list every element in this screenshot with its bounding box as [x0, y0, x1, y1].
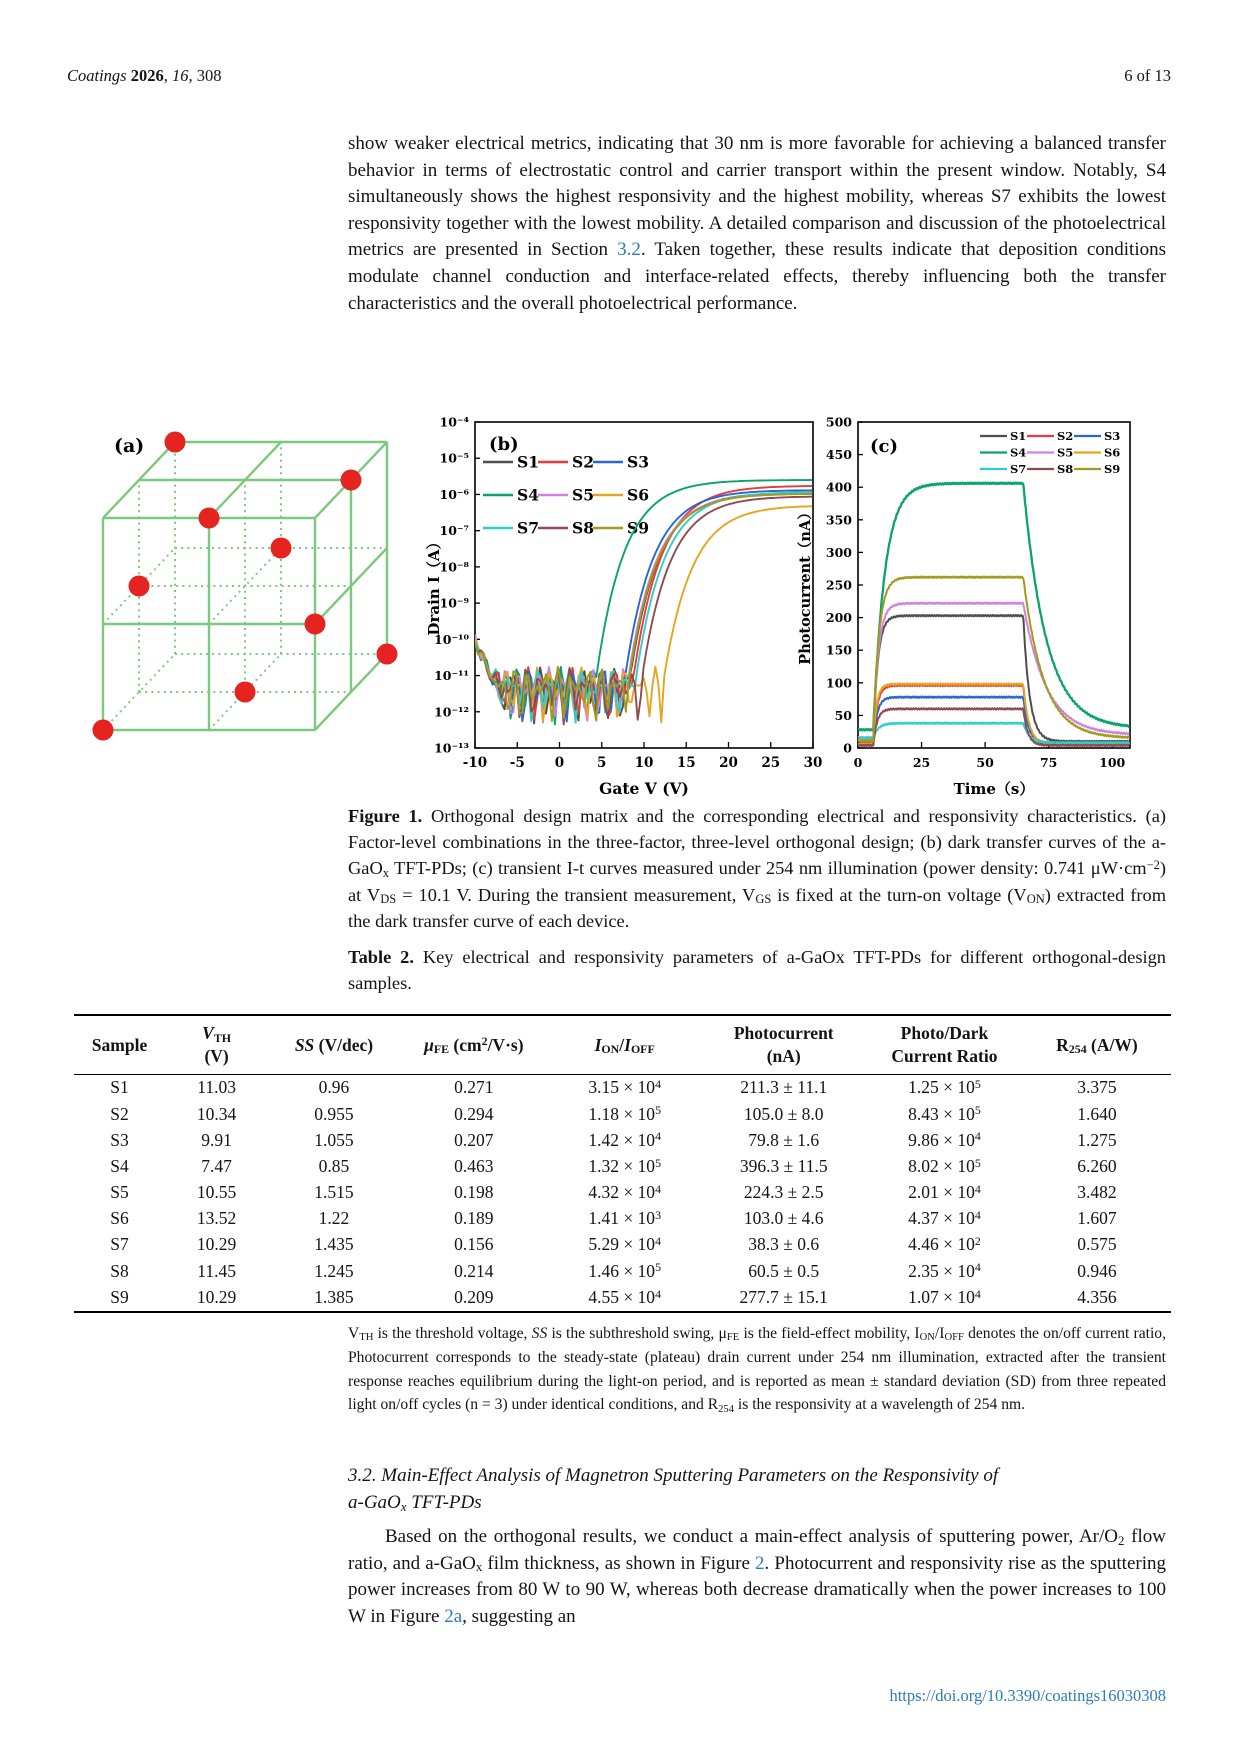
column-header: $R_{254}$ (A/W): [1056, 1034, 1138, 1057]
table-row: [74, 1206, 1171, 1232]
table-cell: $8.02 \times 10^5$: [908, 1155, 981, 1176]
table-row: [74, 1232, 1171, 1258]
table-cell: 0.575: [1077, 1234, 1117, 1255]
table-cell: $8.43 \times 10^5$: [908, 1103, 981, 1124]
svg-text:S6: S6: [1104, 445, 1121, 460]
table-cell: $4.46 \times 10^2$: [908, 1234, 981, 1255]
table-cell: 0.198: [454, 1182, 494, 1203]
svg-text:5: 5: [597, 755, 607, 771]
svg-text:30: 30: [803, 755, 823, 771]
table-cell: S5: [110, 1182, 129, 1203]
table-2-footnote: $V_{TH}$ is the threshold voltage, SS is the subthreshold swing, $\mu_{FE}$ is the field-effect mobility, $I_{ON}/I_{OFF}$ denotes the on/off current ratio, Photocurrent corresponds to the steady-state (plateau) drain current under 254 nm illumination, extracted after the transient response reaches equilibrium during the light-on period, and is reported as mean ± standard deviation (SD) from three repeated light on/off cycles (n = 3) under identical conditions, and $R_{254}$ is the responsivity at a wavelength of 254 nm.: [348, 1325, 1166, 1415]
body-paragraph-1: show weaker electrical metrics, indicating that 30 nm is more favorable for achieving a balanced transfer behavior in terms of electrostatic control and carrier transport within the present window. Notably, S4 simultaneously shows the highest responsivity and the highest mobility, whereas S7 exhibits the lowest responsivity together with the lowest mobility. A detailed comparison and discussion of the photoelectrical metrics are presented in Section 3.2. Taken together, these results indicate that deposition conditions modulate channel conduction and interface-related effects, thereby influencing both the transfer characteristics and the overall photoelectrical performance.: [348, 133, 1166, 314]
section-3-2-heading: 3.2. Main-Effect Analysis of Magnetron Sputtering Parameters on the Responsivity of a-GaO$_x$ TFT-PDs: [348, 1465, 999, 1514]
table-cell: 0.214: [454, 1260, 494, 1281]
table-cell: 1.22: [318, 1208, 350, 1229]
body-paragraph-2: Based on the orthogonal results, we conduct a main-effect analysis of sputtering power, $Ar/O_2$ flow ratio, and a-GaO$_x$ film thickness, as shown in Figure 2. Photocurrent and responsivity rise as the sputtering power increases from 80 W to 90 W, whereas both decrease dramatically when the power increases to 100 W in Figure 2a, suggesting an: [348, 1526, 1167, 1627]
column-header: $\mu_{FE}$ $(cm^2/V\cdot s)$: [424, 1034, 524, 1057]
table-cell: S3: [110, 1129, 129, 1150]
svg-text:S6: S6: [627, 485, 649, 505]
table-cell: 3.482: [1077, 1182, 1117, 1203]
svg-text:100: 100: [1099, 755, 1126, 770]
table-cell: $2.01 \times 10^4$: [908, 1181, 981, 1203]
figure-1c-transient-chart: [790, 412, 1135, 812]
curve-S5: [858, 603, 1130, 741]
curve-S4: [858, 483, 1130, 731]
svg-text:-5: -5: [509, 755, 525, 771]
column-header: $V_{TH}$ (V): [202, 1023, 232, 1066]
table-row: [74, 1285, 1171, 1312]
table-header-row: [74, 1015, 1171, 1075]
table-cell: $1.25 \times 10^5$: [908, 1077, 981, 1098]
table-cell: 0.294: [454, 1103, 494, 1124]
table-cell: $1.07 \times 10^4$: [908, 1286, 981, 1307]
table-cell: $5.29 \times 10^4$: [588, 1234, 662, 1255]
table-cell: 0.946: [1077, 1260, 1117, 1281]
table-cell: 10.29: [196, 1234, 237, 1255]
column-header: SS (V/dec): [294, 1034, 374, 1055]
table-cell: 103.0 ± 4.6: [743, 1208, 824, 1229]
svg-text:75: 75: [1039, 755, 1058, 770]
table-cell: 9.91: [201, 1129, 232, 1150]
svg-text:10⁻¹¹: 10⁻¹¹: [434, 668, 469, 684]
x-axis-label: Gate V (V): [599, 779, 689, 798]
svg-text:20: 20: [719, 755, 738, 771]
table-cell: 1.385: [314, 1286, 354, 1307]
svg-text:10: 10: [634, 755, 654, 771]
table-row: [74, 1180, 1171, 1206]
table-cell: S1: [110, 1077, 129, 1098]
svg-text:25: 25: [912, 755, 931, 770]
svg-text:S4: S4: [1010, 445, 1027, 460]
panel-label-c: (c): [870, 436, 898, 457]
svg-text:0: 0: [843, 740, 852, 756]
svg-text:400: 400: [825, 479, 852, 495]
svg-text:25: 25: [761, 755, 781, 771]
svg-text:450: 450: [825, 447, 852, 463]
svg-text:S4: S4: [517, 485, 539, 505]
svg-text:150: 150: [825, 642, 852, 658]
table-cell: $9.86 \times 10^4$: [908, 1129, 981, 1150]
svg-text:10⁻¹²: 10⁻¹²: [434, 704, 469, 720]
column-header: Photocurrent (nA): [733, 1023, 834, 1066]
doi-link[interactable]: https://doi.org/10.3390/coatings16030308: [889, 1686, 1166, 1705]
table-cell: 0.207: [454, 1129, 494, 1150]
table-2: [74, 1014, 1171, 1313]
table-cell: S2: [110, 1103, 129, 1124]
svg-text:S1: S1: [1010, 429, 1027, 443]
design-point: [271, 538, 292, 559]
svg-text:0: 0: [554, 755, 565, 771]
table-cell: 1.607: [1077, 1208, 1117, 1229]
design-point: [199, 508, 220, 529]
svg-text:10⁻⁹: 10⁻⁹: [439, 595, 469, 611]
table-cell: $3.15 \times 10^4$: [588, 1077, 662, 1098]
table-cell: 224.3 ± 2.5: [743, 1182, 824, 1203]
figure-2-link[interactable]: 2: [755, 1552, 765, 1574]
svg-text:S8: S8: [572, 518, 594, 538]
table-cell: 11.03: [197, 1077, 236, 1098]
table-cell: 0.96: [318, 1077, 350, 1098]
svg-text:250: 250: [825, 577, 852, 593]
section-3-2-link[interactable]: 3.2: [617, 239, 641, 261]
table-cell: 1.055: [314, 1129, 354, 1150]
svg-text:0: 0: [853, 755, 863, 770]
table-cell: 0.271: [454, 1077, 494, 1098]
table-cell: 1.245: [314, 1260, 354, 1281]
table-cell: 211.3 ± 11.1: [740, 1077, 828, 1098]
table-cell: 0.209: [454, 1286, 494, 1307]
table-cell: 396.3 ± 11.5: [739, 1155, 828, 1176]
design-point: [235, 682, 256, 703]
svg-text:S5: S5: [1057, 445, 1074, 460]
svg-text:10⁻⁷: 10⁻⁷: [439, 523, 469, 539]
design-point: [165, 432, 186, 453]
x-axis-label: Time（s）: [953, 780, 1035, 798]
svg-text:S5: S5: [572, 485, 594, 505]
table-cell: 10.55: [196, 1182, 237, 1203]
table-cell: $1.18 \times 10^5$: [588, 1103, 662, 1124]
svg-text:S2: S2: [572, 452, 594, 472]
svg-text:S3: S3: [1104, 429, 1121, 443]
y-axis-label: Photocurrent（nA）: [797, 505, 814, 665]
table-cell: 7.47: [201, 1155, 232, 1176]
figure-1a-orthogonal-cube: [88, 428, 413, 744]
table-cell: 4.356: [1077, 1286, 1117, 1307]
page-footer: [348, 1686, 1166, 1706]
design-point: [129, 576, 150, 597]
table-row: [74, 1075, 1171, 1102]
table-cell: 0.955: [314, 1103, 354, 1124]
svg-text:S7: S7: [1010, 462, 1027, 476]
table-cell: $1.41 \times 10^3$: [588, 1207, 662, 1229]
svg-text:S1: S1: [517, 452, 539, 472]
table-cell: 1.640: [1077, 1103, 1117, 1124]
panel-label-b: (b): [489, 434, 519, 455]
table-cell: 1.275: [1077, 1129, 1117, 1150]
table-cell: S7: [110, 1234, 129, 1255]
table-cell: 277.7 ± 15.1: [739, 1286, 828, 1307]
svg-text:350: 350: [825, 512, 852, 528]
table-cell: 1.515: [314, 1182, 354, 1203]
table-cell: 0.85: [318, 1155, 350, 1176]
figure-1b-transfer-chart: [425, 412, 823, 812]
svg-text:200: 200: [825, 610, 852, 626]
svg-text:10⁻⁴: 10⁻⁴: [439, 414, 469, 430]
curve-S3: [858, 696, 1130, 745]
y-axis-label: Drain I（A）: [425, 534, 443, 636]
table-cell: 11.45: [197, 1260, 236, 1281]
svg-text:S2: S2: [1057, 429, 1074, 443]
table-cell: 60.5 ± 0.5: [748, 1260, 820, 1281]
table-2-caption: Table 2. Key electrical and responsivity parameters of a-GaOx TFT-PDs for different orthogonal-design samples.: [348, 947, 1166, 994]
table-row: [74, 1101, 1171, 1127]
table-cell: 79.8 ± 1.6: [748, 1129, 820, 1150]
table-cell: 105.0 ± 8.0: [743, 1103, 824, 1124]
table-cell: $4.37 \times 10^4$: [908, 1207, 981, 1229]
svg-text:-10: -10: [462, 755, 488, 771]
table-cell: 0.463: [454, 1155, 494, 1176]
table-cell: 10.29: [196, 1286, 237, 1307]
svg-text:S9: S9: [1104, 462, 1121, 476]
journal-header: Coatings 2026, 16, 308: [67, 66, 222, 85]
orthogonal-design-cube-diagram: [88, 428, 413, 744]
table-cell: 3.375: [1077, 1077, 1117, 1098]
svg-text:10⁻⁵: 10⁻⁵: [439, 450, 469, 466]
table-cell: 13.52: [196, 1208, 237, 1229]
transfer-curves-chart: [425, 412, 823, 812]
table-cell: 1.435: [314, 1234, 354, 1255]
table-cell: 6.260: [1077, 1155, 1117, 1176]
table-cell: $2.35 \times 10^4$: [908, 1260, 981, 1281]
svg-text:10⁻⁸: 10⁻⁸: [439, 559, 469, 575]
table-cell: $1.46 \times 10^5$: [588, 1260, 662, 1281]
table-cell: $1.42 \times 10^4$: [588, 1129, 662, 1150]
svg-text:50: 50: [834, 707, 852, 723]
table-cell: 38.3 ± 0.6: [748, 1234, 820, 1255]
column-header: Sample: [91, 1034, 148, 1055]
svg-text:50: 50: [976, 755, 994, 770]
svg-text:S8: S8: [1057, 462, 1074, 476]
column-header: $I_{ON}/I_{OFF}$: [594, 1034, 655, 1057]
table-cell: S4: [110, 1155, 129, 1176]
svg-text:100: 100: [825, 675, 852, 691]
table-cell: S9: [110, 1286, 129, 1307]
table-cell: $4.32 \times 10^4$: [588, 1181, 662, 1203]
table-cell: 10.34: [196, 1103, 237, 1124]
svg-text:500: 500: [825, 414, 852, 430]
table-row: [74, 1258, 1171, 1284]
design-point: [305, 614, 326, 635]
svg-text:10⁻⁶: 10⁻⁶: [439, 486, 469, 502]
page-number: 6 of 13: [1124, 66, 1171, 85]
svg-text:10⁻¹⁰: 10⁻¹⁰: [434, 631, 469, 647]
table-cell: 0.156: [454, 1234, 494, 1255]
table-body: [74, 1075, 1171, 1312]
svg-text:10⁻¹³: 10⁻¹³: [434, 740, 469, 756]
table-row: [74, 1154, 1171, 1180]
design-point: [93, 720, 114, 741]
svg-text:S9: S9: [627, 518, 649, 538]
curve-S9: [858, 577, 1130, 742]
panel-label-a: (a): [114, 435, 145, 457]
svg-text:S7: S7: [517, 518, 539, 538]
column-header: Photo/Dark Current Ratio: [891, 1023, 998, 1066]
table-cell: 0.189: [454, 1208, 494, 1229]
table-row: [74, 1127, 1171, 1153]
design-point: [341, 470, 362, 491]
figure-1-caption: Figure 1. Orthogonal design matrix and the corresponding electrical and responsivity characteristics. (a) Factor-level combinations in the three-factor, three-level orthogonal design; (b) dark transfer curves of the a-GaO$_x$ TFT-PDs; (c) transient I-t curves measured under 254 nm illumination (power density: 0.741 $\mu W\cdot cm^{-2}$) at $V_{DS} = 10.1$ V. During the transient measurement, $V_{GS}$ is fixed at the turn-on voltage $(V_{ON})$ extracted from the dark transfer curve of each device.: [348, 806, 1166, 931]
svg-text:300: 300: [825, 544, 852, 560]
svg-text:S3: S3: [627, 452, 649, 472]
svg-text:15: 15: [676, 755, 696, 771]
table-cell: $4.55 \times 10^4$: [588, 1286, 662, 1307]
transient-curves-chart: [790, 412, 1135, 812]
table-cell: S6: [110, 1208, 129, 1229]
design-point: [377, 644, 398, 665]
figure-2a-link[interactable]: 2a: [444, 1605, 463, 1627]
table-cell: S8: [110, 1260, 129, 1281]
table-cell: $1.32 \times 10^5$: [588, 1155, 662, 1176]
